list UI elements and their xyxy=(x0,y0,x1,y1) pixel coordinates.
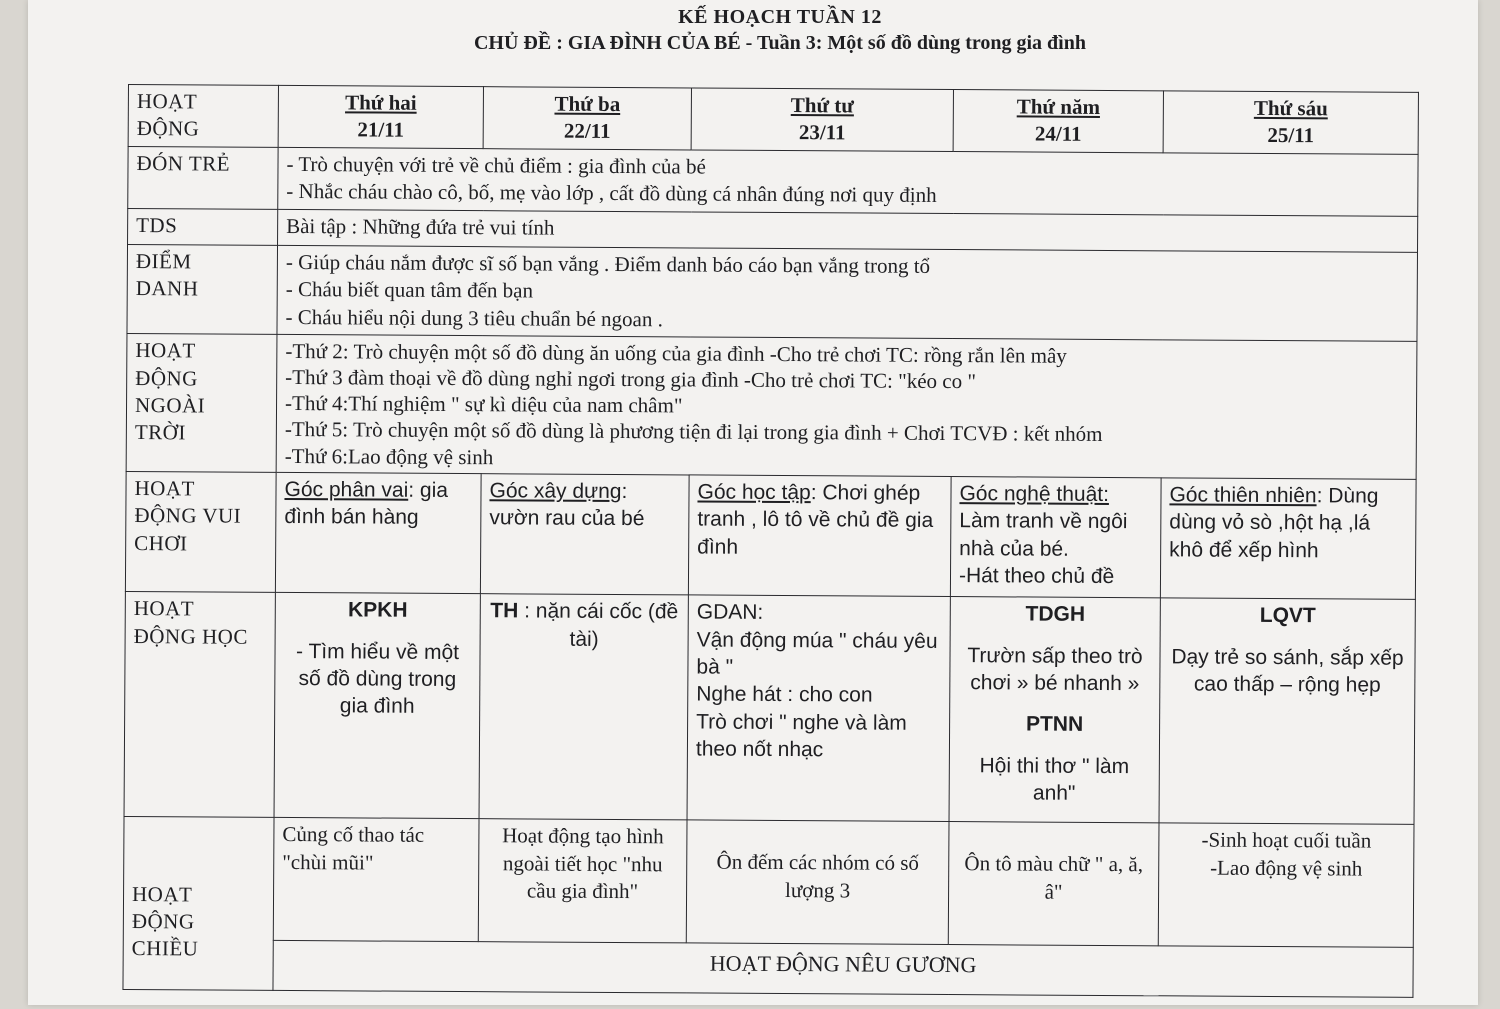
vui-choi-mon: Góc phân vai: gia đình bán hàng xyxy=(275,472,481,594)
day-header-tue: Thứ ba 22/11 xyxy=(483,87,691,150)
hoc-thu: TDGH Trườn sấp theo trò chơi » bé nhanh » PTNN Hội thi thơ " làm anh" xyxy=(949,597,1160,823)
row-label-diem-danh: ĐIỂM DANH xyxy=(127,245,278,335)
footer-neu-guong: HOẠT ĐỘNG NÊU GƯƠNG xyxy=(273,940,1413,997)
header-row xyxy=(128,85,1418,155)
day-header-mon: Thứ hai 21/11 xyxy=(278,85,483,148)
hoc-mon: KPKH - Tìm hiểu về một số đồ dùng trong gia đình xyxy=(274,593,480,819)
tds-content: Bài tập : Những đứa trẻ vui tính xyxy=(278,209,1418,252)
hoc-fri: LQVT Dạy trẻ so sánh, sắp xếp cao thấp – rộng hẹp xyxy=(1159,598,1415,824)
vui-choi-thu: Góc nghệ thuật: Làm tranh về ngôi nhà của bé. -Hát theo chủ đề xyxy=(950,477,1161,599)
row-label-don-tre: ĐÓN TRẺ xyxy=(128,146,278,209)
page-subtitle: CHỦ ĐỀ : GIA ĐÌNH CỦA BÉ - Tuần 3: Một số đồ dùng trong gia đình xyxy=(473,32,1086,54)
row-vui-choi xyxy=(125,472,1416,600)
row-hoat-dong-hoc xyxy=(124,592,1415,825)
vui-choi-fri: Góc thiên nhiên: Dùng dùng vỏ sò ,hột hạ ,lá khô để xếp hình xyxy=(1160,478,1416,600)
chieu-tue: Hoạt động tạo hình ngoài tiết học "nhu cầu gia đình" xyxy=(478,819,687,943)
row-diem-danh xyxy=(127,245,1418,342)
don-tre-content: - Trò chuyện với trẻ về chủ điểm : gia đình của bé - Nhắc cháu chào cô, bố, mẹ vào lớp , cất đồ dùng cá nhân đúng nơi quy định xyxy=(278,147,1418,216)
row-label-tds: TDS xyxy=(128,209,278,246)
weekly-plan-table xyxy=(122,84,1419,998)
chieu-fri: -Sinh hoạt cuối tuần -Lao động vệ sinh xyxy=(1158,823,1414,947)
row-label-ngoai-troi: HOẠT ĐỘNG NGOÀI TRỜI xyxy=(126,334,277,473)
hoc-tue: TH : nặn cái cốc (đề tài) xyxy=(479,594,688,820)
chieu-thu: Ôn tô màu chữ " a, ă, â" xyxy=(948,822,1159,946)
diem-danh-content: - Giúp cháu nắm được sĩ số bạn vắng . Điểm danh báo cáo bạn vắng trong tổ - Cháu biết quan tâm đến bạn - Cháu hiểu nội dung 3 tiêu chuẩn bé ngoan . xyxy=(277,246,1418,342)
day-header-fri: Thứ sáu 25/11 xyxy=(1163,91,1418,154)
corner-label: HOẠT ĐỘNG xyxy=(128,85,278,148)
row-label-hoc: HOẠT ĐỘNG HỌC xyxy=(124,592,275,818)
row-don-tre xyxy=(128,146,1418,216)
row-label-vui-choi: HOẠT ĐỘNG VUI CHƠI xyxy=(125,472,276,593)
day-header-wed: Thứ tư 23/11 xyxy=(691,88,953,151)
day-header-thu: Thứ năm 24/11 xyxy=(953,90,1163,153)
ngoai-troi-content: -Thứ 2: Trò chuyện một số đồ dùng ăn uống của gia đình -Cho trẻ chơi TC: rồng rắn lên mây -Thứ 3 đàm thoại về đồ dùng nghỉ ngơi trong gia đình -Cho trẻ chơi TC: "kéo co " -Thứ 4:Thí nghiệm " sự kì diệu của nam châm" -Thứ 5: Trò chuyện một số đồ dùng là phương tiện đi lại trong gia đình + Chơi TCVĐ : kết nhóm -Thứ 6:Lao động vệ sinh xyxy=(276,335,1417,480)
vui-choi-wed: Góc học tập: Chơi ghép tranh , lô tô về chủ đề gia đình xyxy=(688,475,951,597)
row-nêu-guong xyxy=(123,939,1413,997)
vui-choi-tue: Góc xây dựng: vườn rau của bé xyxy=(480,474,689,596)
page-title: KẾ HOẠCH TUẦN 12 xyxy=(678,6,882,28)
chieu-wed: Ôn đếm các nhóm có số lượng 3 xyxy=(686,820,949,944)
row-label-chieu: HOẠT ĐỘNG CHIỀU xyxy=(123,817,274,991)
chieu-mon: Củng cố thao tác "chùi mũi" xyxy=(273,818,479,942)
hoc-wed: GDAN: Vận động múa " cháu yêu bà " Nghe hát : cho con Trò chơi " nghe và làm theo nốt nhạc xyxy=(687,595,950,821)
row-chieu xyxy=(123,817,1414,947)
row-ngoai-troi xyxy=(126,334,1417,480)
